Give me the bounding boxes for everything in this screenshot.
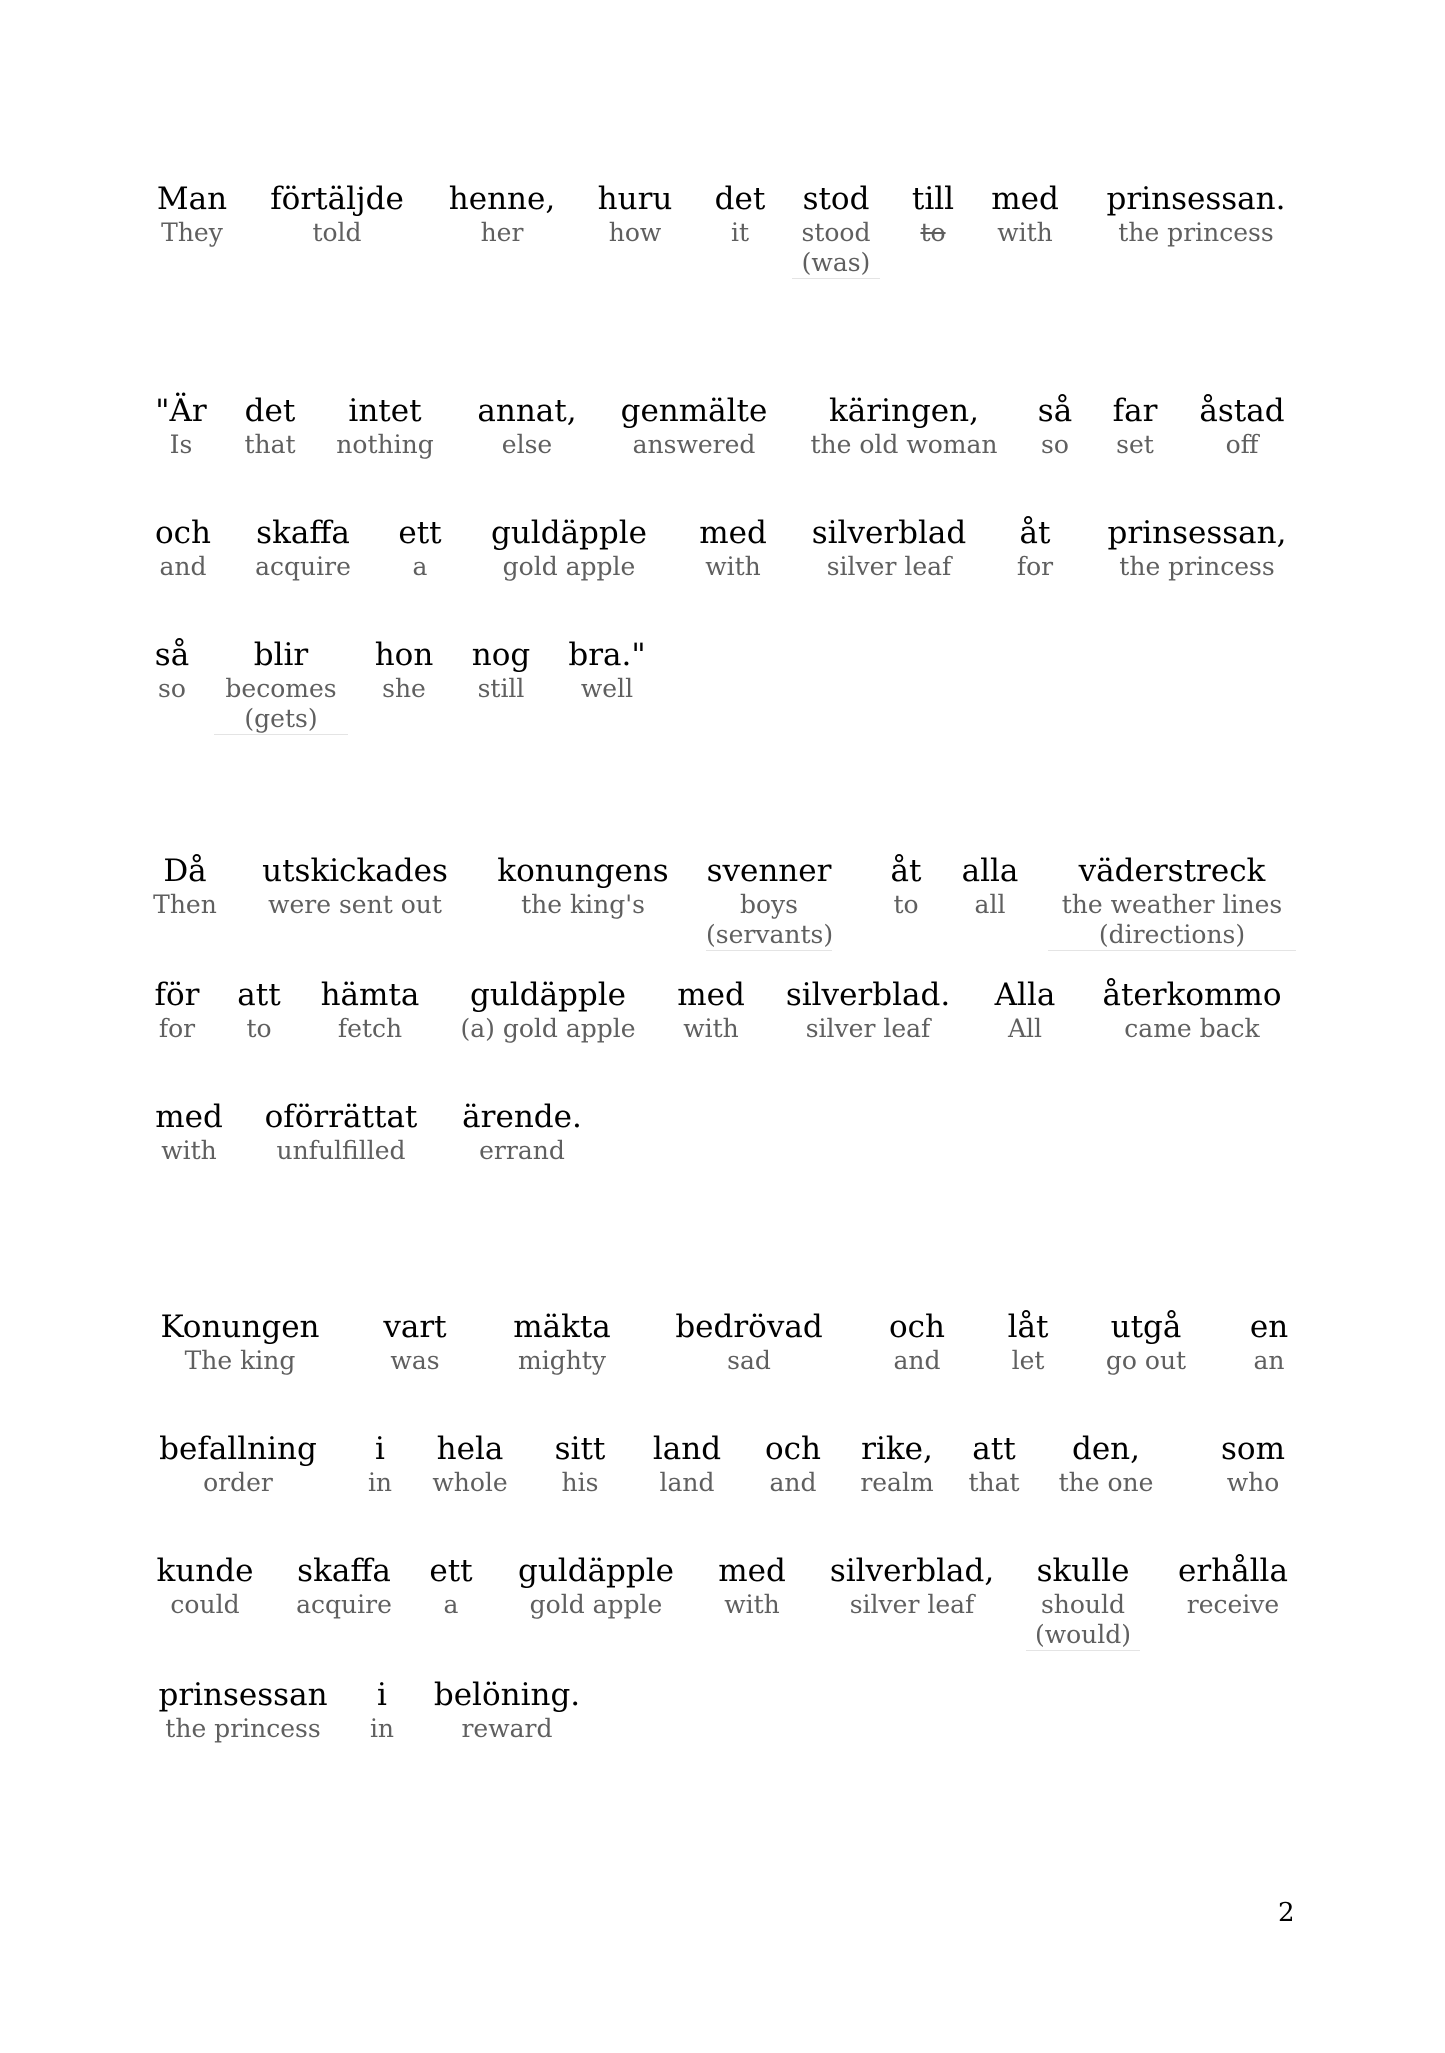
english-gloss: to <box>246 1014 272 1043</box>
swedish-word: som <box>1221 1431 1285 1467</box>
swedish-word: väderstreck <box>1078 853 1266 889</box>
swedish-word: hela <box>436 1431 504 1467</box>
word-pair <box>358 1430 402 1498</box>
swedish-word: silverblad <box>811 515 967 551</box>
english-gloss: gold apple <box>529 1590 663 1619</box>
english-gloss: the princess <box>165 1714 321 1743</box>
word-pair <box>1002 1308 1054 1376</box>
word-pair <box>984 180 1066 248</box>
word-pair <box>1090 976 1294 1044</box>
swedish-word: skulle <box>1036 1553 1130 1589</box>
word-pair <box>806 392 1002 460</box>
swedish-word: kunde <box>156 1553 254 1589</box>
swedish-word: mäkta <box>513 1309 611 1345</box>
word-pair <box>1092 180 1300 248</box>
english-gloss: silver leaf <box>849 1590 975 1619</box>
swedish-word: så <box>1037 393 1073 429</box>
word-pair <box>152 1552 258 1620</box>
word-pair <box>456 976 640 1044</box>
swedish-word: stod <box>802 181 870 217</box>
swedish-word: prinsessan. <box>1106 181 1286 217</box>
swedish-word: låt <box>1007 1309 1049 1345</box>
word-pair <box>152 636 192 704</box>
english-gloss: answered <box>632 430 756 459</box>
word-pair <box>508 1552 684 1620</box>
word-pair <box>878 852 934 920</box>
word-pair <box>1190 392 1294 460</box>
english-gloss: land <box>659 1468 715 1497</box>
word-pair <box>612 392 776 460</box>
word-pair <box>500 1308 624 1376</box>
swedish-word: åt <box>890 853 922 889</box>
english-gloss: a <box>412 552 428 581</box>
english-gloss: and <box>769 1468 817 1497</box>
english-gloss: and <box>159 552 207 581</box>
english-gloss: all <box>974 890 1006 919</box>
english-gloss: her <box>480 218 524 247</box>
swedish-word: en <box>1249 1309 1289 1345</box>
english-gloss: to <box>893 890 919 919</box>
swedish-word: Alla <box>994 977 1056 1013</box>
swedish-word: för <box>154 977 200 1013</box>
english-gloss: told <box>312 218 362 247</box>
swedish-word: guldäpple <box>491 515 647 551</box>
english-gloss: his <box>561 1468 599 1497</box>
word-pair <box>250 852 460 920</box>
swedish-word: huru <box>597 181 673 217</box>
swedish-word: henne, <box>448 181 556 217</box>
english-gloss: stood <box>801 218 871 247</box>
swedish-word: hon <box>374 637 434 673</box>
swedish-word: åstad <box>1199 393 1285 429</box>
swedish-word: bra." <box>568 637 646 673</box>
word-pair <box>1008 514 1062 582</box>
swedish-word: skaffa <box>297 1553 391 1589</box>
english-gloss: nothing <box>336 430 434 459</box>
alternate-gloss: (directions) <box>1048 920 1296 951</box>
word-pair <box>706 852 832 951</box>
swedish-word: det <box>244 393 296 429</box>
english-gloss: and <box>893 1346 941 1375</box>
english-gloss: a <box>443 1590 459 1619</box>
word-pair <box>956 852 1024 920</box>
swedish-word: med <box>155 1099 223 1135</box>
word-pair <box>966 1430 1022 1498</box>
word-pair <box>1030 392 1080 460</box>
word-pair <box>1206 1430 1300 1498</box>
word-pair <box>710 180 770 248</box>
swedish-word: Konungen <box>160 1309 320 1345</box>
word-pair <box>1106 392 1164 460</box>
english-gloss: were sent out <box>268 890 442 919</box>
word-pair <box>792 180 880 279</box>
swedish-word: guldäpple <box>470 977 626 1013</box>
word-pair <box>456 1098 588 1166</box>
english-gloss: so <box>158 674 186 703</box>
word-pair <box>444 180 560 248</box>
swedish-word: guldäpple <box>518 1553 674 1589</box>
word-pair <box>392 514 448 582</box>
swedish-word: land <box>652 1431 722 1467</box>
word-pair <box>280 1552 408 1620</box>
english-gloss: so <box>1041 430 1069 459</box>
swedish-word: med <box>677 977 745 1013</box>
swedish-word: käringen, <box>829 393 979 429</box>
swedish-word: blir <box>253 637 309 673</box>
english-gloss: could <box>170 1590 240 1619</box>
word-pair <box>756 1430 830 1498</box>
english-gloss: with <box>683 1014 739 1043</box>
word-pair <box>152 1098 226 1166</box>
word-pair <box>480 514 658 582</box>
swedish-word: erhålla <box>1178 1553 1288 1589</box>
word-pair <box>1102 1308 1190 1376</box>
swedish-word: hämta <box>320 977 420 1013</box>
word-pair <box>468 392 586 460</box>
word-pair <box>330 392 440 460</box>
english-gloss: acquire <box>255 552 351 581</box>
english-gloss: with <box>705 552 761 581</box>
swedish-word: "Är <box>155 393 207 429</box>
word-pair <box>256 1098 426 1166</box>
word-pair <box>564 636 650 704</box>
english-gloss: that <box>968 1468 1020 1497</box>
word-pair <box>152 1430 324 1498</box>
swedish-word: och <box>155 515 211 551</box>
word-pair <box>1092 514 1302 582</box>
word-pair <box>214 636 348 735</box>
word-pair <box>1240 1308 1298 1376</box>
swedish-word: konungens <box>497 853 669 889</box>
english-gloss: the one <box>1058 1468 1154 1497</box>
english-gloss: The king <box>184 1346 296 1375</box>
word-pair <box>426 1676 588 1744</box>
word-pair <box>152 514 214 582</box>
swedish-word: svenner <box>706 853 832 889</box>
english-gloss: acquire <box>296 1590 392 1619</box>
word-pair <box>990 976 1060 1044</box>
english-gloss: the princess <box>1119 552 1275 581</box>
word-pair <box>884 1308 950 1376</box>
word-pair <box>154 180 230 248</box>
english-gloss: how <box>608 218 662 247</box>
english-gloss: Is <box>169 430 193 459</box>
english-gloss: errand <box>479 1136 565 1165</box>
swedish-word: rike, <box>861 1431 933 1467</box>
english-gloss: order <box>203 1468 273 1497</box>
swedish-word: att <box>972 1431 1016 1467</box>
swedish-word: belöning. <box>433 1677 581 1713</box>
word-pair <box>466 636 536 704</box>
english-gloss: in <box>369 1714 395 1743</box>
swedish-word: ett <box>398 515 442 551</box>
alternate-gloss: (gets) <box>214 704 348 735</box>
word-pair <box>240 392 300 460</box>
swedish-word: far <box>1112 393 1158 429</box>
swedish-word: med <box>991 181 1059 217</box>
swedish-word: bedrövad <box>675 1309 823 1345</box>
english-gloss: she <box>382 674 426 703</box>
word-pair <box>422 1552 480 1620</box>
english-gloss: fetch <box>337 1014 403 1043</box>
swedish-word: i <box>375 1431 385 1467</box>
swedish-word: sitt <box>554 1431 606 1467</box>
word-pair <box>646 1430 728 1498</box>
word-pair <box>152 976 202 1044</box>
swedish-word: nog <box>471 637 531 673</box>
alternate-gloss: (would) <box>1026 1620 1140 1651</box>
word-pair <box>906 180 960 248</box>
word-pair <box>248 514 358 582</box>
word-pair <box>312 976 428 1044</box>
english-gloss-struck: to <box>920 218 946 247</box>
word-pair <box>152 1676 334 1744</box>
english-gloss: boys <box>739 890 798 919</box>
swedish-word: förtäljde <box>270 181 404 217</box>
word-pair <box>670 976 752 1044</box>
swedish-word: ett <box>429 1553 473 1589</box>
swedish-word: alla <box>961 853 1019 889</box>
swedish-word: utgå <box>1110 1309 1182 1345</box>
english-gloss: Then <box>153 890 217 919</box>
swedish-word: till <box>911 181 955 217</box>
word-pair <box>778 976 958 1044</box>
swedish-word: återkommo <box>1102 977 1282 1013</box>
word-pair <box>858 1430 936 1498</box>
swedish-word: med <box>699 515 767 551</box>
word-pair <box>804 514 974 582</box>
word-pair <box>424 1430 516 1498</box>
swedish-word: vart <box>383 1309 447 1345</box>
swedish-word: befallning <box>159 1431 317 1467</box>
english-gloss: They <box>161 218 223 247</box>
word-pair <box>1026 1552 1140 1651</box>
swedish-word: och <box>889 1309 945 1345</box>
word-pair <box>152 392 210 460</box>
swedish-word: och <box>765 1431 821 1467</box>
word-pair <box>152 1308 328 1376</box>
english-gloss: well <box>580 674 634 703</box>
swedish-word: prinsessan <box>158 1677 328 1713</box>
alternate-gloss: (was) <box>792 248 880 279</box>
english-gloss: came back <box>1124 1014 1260 1043</box>
english-gloss: the weather lines <box>1061 890 1283 919</box>
english-gloss: set <box>1116 430 1154 459</box>
english-gloss: gold apple <box>502 552 636 581</box>
swedish-word: att <box>237 977 281 1013</box>
word-pair <box>370 636 438 704</box>
english-gloss: receive <box>1186 1590 1280 1619</box>
word-pair <box>490 852 676 920</box>
english-gloss: with <box>997 218 1053 247</box>
swedish-word: så <box>154 637 190 673</box>
english-gloss: unfulfilled <box>276 1136 406 1165</box>
swedish-word: silverblad. <box>785 977 951 1013</box>
english-gloss: with <box>161 1136 217 1165</box>
page-number: 2 <box>1278 1898 1295 1928</box>
english-gloss: an <box>1253 1346 1285 1375</box>
english-gloss: off <box>1225 430 1259 459</box>
swedish-word: med <box>718 1553 786 1589</box>
english-gloss: becomes <box>225 674 337 703</box>
word-pair <box>232 976 286 1044</box>
english-gloss: let <box>1011 1346 1045 1375</box>
english-gloss: go out <box>1105 1346 1187 1375</box>
swedish-word: silverblad, <box>829 1553 995 1589</box>
swedish-word: den, <box>1071 1431 1140 1467</box>
word-pair <box>1046 1430 1166 1498</box>
swedish-word: Då <box>163 853 207 889</box>
english-gloss: was <box>390 1346 440 1375</box>
swedish-word: oförrättat <box>264 1099 418 1135</box>
english-gloss: All <box>1007 1014 1043 1043</box>
swedish-word: det <box>714 181 766 217</box>
swedish-word: annat, <box>477 393 577 429</box>
swedish-word: prinsessan, <box>1107 515 1287 551</box>
english-gloss: that <box>244 430 296 459</box>
english-gloss: sad <box>727 1346 771 1375</box>
swedish-word: åt <box>1019 515 1051 551</box>
english-gloss: with <box>724 1590 780 1619</box>
word-pair <box>692 514 774 582</box>
english-gloss: still <box>477 674 525 703</box>
english-gloss: silver leaf <box>805 1014 931 1043</box>
word-pair <box>152 852 218 920</box>
english-gloss: should <box>1040 1590 1126 1619</box>
english-gloss: for <box>158 1014 196 1043</box>
swedish-word: i <box>377 1677 387 1713</box>
swedish-word: Man <box>156 181 228 217</box>
word-pair <box>540 1430 620 1498</box>
english-gloss: it <box>730 218 750 247</box>
word-pair <box>360 1676 404 1744</box>
alternate-gloss: (servants) <box>706 920 834 949</box>
swedish-word: intet <box>348 393 422 429</box>
english-gloss: the old woman <box>810 430 998 459</box>
english-gloss: reward <box>461 1714 553 1743</box>
word-pair <box>1166 1552 1300 1620</box>
english-gloss: for <box>1016 552 1054 581</box>
word-pair <box>816 1552 1008 1620</box>
english-gloss: the princess <box>1118 218 1274 247</box>
english-gloss: who <box>1226 1468 1280 1497</box>
english-gloss: in <box>367 1468 393 1497</box>
english-gloss: (a) gold apple <box>460 1014 636 1043</box>
english-gloss: realm <box>860 1468 934 1497</box>
word-pair <box>1048 852 1296 951</box>
english-gloss: silver leaf <box>826 552 952 581</box>
swedish-word: genmälte <box>620 393 768 429</box>
word-pair <box>376 1308 454 1376</box>
english-gloss: whole <box>432 1468 508 1497</box>
swedish-word: skaffa <box>256 515 350 551</box>
word-pair <box>668 1308 830 1376</box>
word-pair <box>262 180 412 248</box>
word-pair <box>592 180 678 248</box>
word-pair <box>712 1552 792 1620</box>
english-gloss: mighty <box>518 1346 606 1375</box>
swedish-word: utskickades <box>262 853 448 889</box>
english-gloss: the king's <box>521 890 645 919</box>
english-gloss: else <box>501 430 553 459</box>
swedish-word: ärende. <box>462 1099 582 1135</box>
